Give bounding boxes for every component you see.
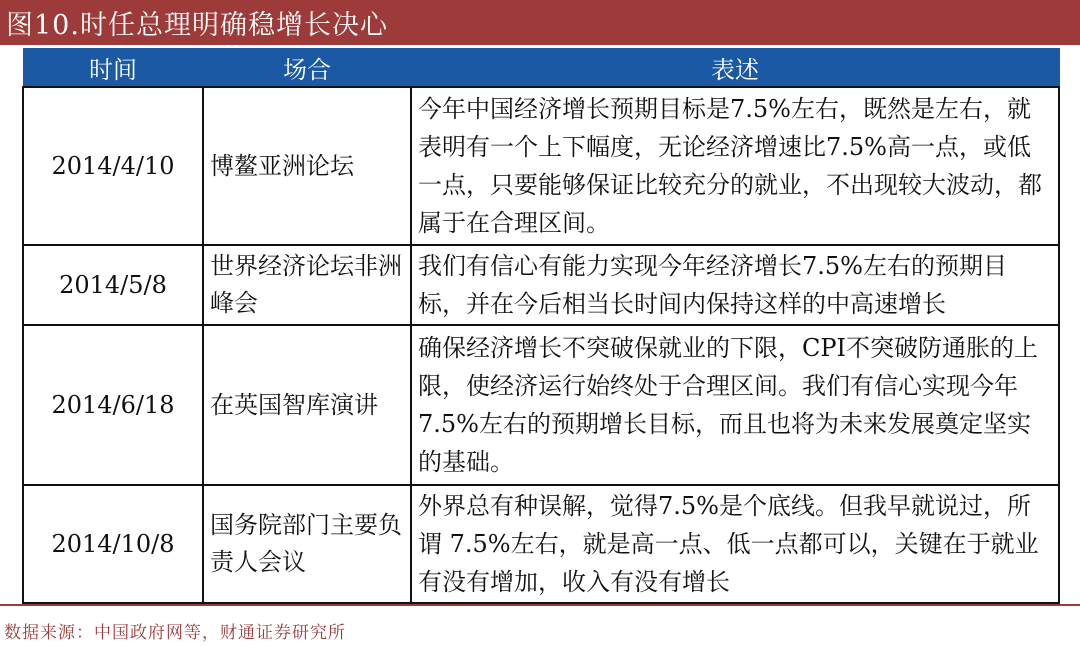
statements-table xyxy=(22,48,1060,604)
header-occasion: 场合 xyxy=(203,48,411,87)
cell-occasion: 世界经济论坛非洲峰会 xyxy=(203,245,411,325)
header-statement: 表述 xyxy=(411,48,1059,87)
table-row xyxy=(23,485,1059,603)
figure-title: 图10.时任总理明确稳增长决心 xyxy=(6,10,388,41)
header-time: 时间 xyxy=(23,48,203,87)
table-header-row xyxy=(23,48,1059,87)
table-row xyxy=(23,87,1059,245)
cell-statement: 确保经济增长不突破保就业的下限，CPI不突破防通胀的上限，使经济运行始终处于合理区间。我们有信心实现今年7.5%左右的预期增长目标，而且也将为未来发展奠定坚实的基础。 xyxy=(411,325,1059,485)
cell-occasion: 博鳌亚洲论坛 xyxy=(203,87,411,245)
table-row xyxy=(23,245,1059,325)
cell-occasion: 国务院部门主要负责人会议 xyxy=(203,485,411,603)
cell-statement: 我们有信心有能力实现今年经济增长7.5%左右的预期目标，并在今后相当长时间内保持这样的中高速增长 xyxy=(411,245,1059,325)
cell-time: 2014/5/8 xyxy=(23,245,203,325)
cell-statement: 外界总有种误解，觉得7.5%是个底线。但我早就说过，所谓 7.5%左右，就是高一点、低一点都可以，关键在于就业有没有增加，收入有没有增长 xyxy=(411,485,1059,603)
source-note: 数据来源：中国政府网等，财通证券研究所 xyxy=(4,623,346,643)
cell-time: 2014/6/18 xyxy=(23,325,203,485)
cell-time: 2014/10/8 xyxy=(23,485,203,603)
footer-divider xyxy=(0,604,1080,606)
cell-occasion: 在英国智库演讲 xyxy=(203,325,411,485)
cell-statement: 今年中国经济增长预期目标是7.5%左右，既然是左右，就表明有一个上下幅度，无论经济增速比7.5%高一点，或低一点，只要能够保证比较充分的就业，不出现较大波动，都属于在合理区间。 xyxy=(411,87,1059,245)
table-row xyxy=(23,325,1059,485)
cell-time: 2014/4/10 xyxy=(23,87,203,245)
statements-table-container xyxy=(22,48,1058,604)
figure-title-bar xyxy=(0,0,1080,45)
